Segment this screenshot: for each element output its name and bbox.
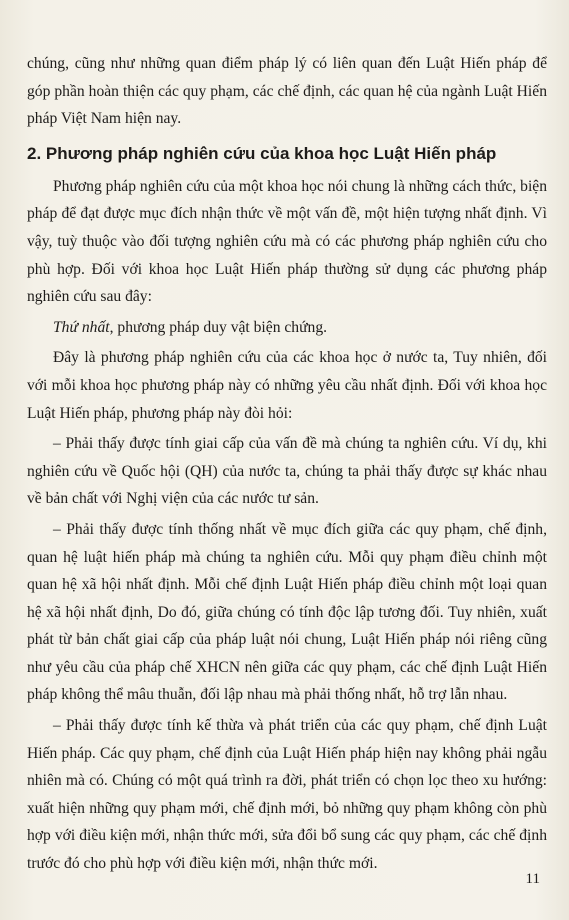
page-body <box>27 50 547 878</box>
paragraph-first-method <box>27 314 547 342</box>
page-number: 11 <box>525 871 540 887</box>
first-method-text: , phương pháp duy vật biện chứng. <box>109 318 328 336</box>
bullet-class-nature: – Phải thấy được tính giai cấp của vấn đề mà chúng ta nghiên cứu. Ví dụ, khi nghiên cứu về Quốc hội (QH) của nước ta, chúng ta phải thấy được sự khác nhau về bản chất với Nghị viện của các nước tư sản. <box>27 435 547 508</box>
intro-paragraph: chúng, cũng như những quan điểm pháp lý có liên quan đến Luật Hiến pháp để góp phần hoàn thiện các quy phạm, các chế định, các quan hệ của ngành Luật Hiến pháp Việt Nam hiện nay. <box>27 55 547 128</box>
paragraph-method-definition: Phương pháp nghiên cứu của một khoa học nói chung là những cách thức, biện pháp để đạt được mục đích nhận thức về một vấn đề, một hiện tượng nhất định. Vì vậy, tuỳ thuộc vào đối tượng nghiên cứu mà có các phương pháp nghiên cứu cho phù hợp. Đối với khoa học Luật Hiến pháp thường sử dụng các phương pháp nghiên cứu sau đây: <box>27 177 547 306</box>
bullet-unity: – Phải thấy được tính thống nhất về mục đích giữa các quy phạm, chế định, quan hệ luật hiến pháp mà chúng ta nghiên cứu. Mỗi quy phạm điều chỉnh một quan hệ xã hội nhất định. Mỗi chế định Luật Hiến pháp điều chỉnh một loại quan hệ xã hội nhất định, Do đó, giữa chúng có tính độc lập tương đối. Tuy nhiên, xuất phát từ bản chất giai cấp của pháp luật nói chung, Luật Hiến pháp nói riêng cũng như yêu cầu của pháp chế XHCN nên giữa các quy phạm, các chế định Luật Hiến pháp không thể mâu thuẫn, đối lập nhau mà phải thống nhất, hỗ trợ lẫn nhau. <box>27 520 547 704</box>
section-heading: 2. Phương pháp nghiên cứu của khoa học Luật Hiến pháp <box>27 143 497 163</box>
paragraph-dialectical: Đây là phương pháp nghiên cứu của các khoa học ở nước ta, Tuy nhiên, đối với mỗi khoa học phương pháp này có những yêu cầu nhất định. Đối với khoa học Luật Hiến pháp, phương pháp này đòi hỏi: <box>27 349 547 422</box>
bullet-inheritance: – Phải thấy được tính kế thừa và phát triển của các quy phạm, chế định Luật Hiến pháp. Các quy phạm, chế định của Luật Hiến pháp hiện nay không phải ngẫu nhiên mà có. Chúng có một quá trình ra đời, phát triển có chọn lọc theo xu hướng: xuất hiện những quy phạm mới, chế định mới, bỏ những quy phạm không còn phù hợp với điều kiện mới, nhận thức mới, sửa đổi bổ sung các quy phạm, các chế định trước đó cho phù hợp với điều kiện mới, nhận thức mới. <box>27 717 547 873</box>
first-label: Thứ nhất <box>53 318 110 336</box>
